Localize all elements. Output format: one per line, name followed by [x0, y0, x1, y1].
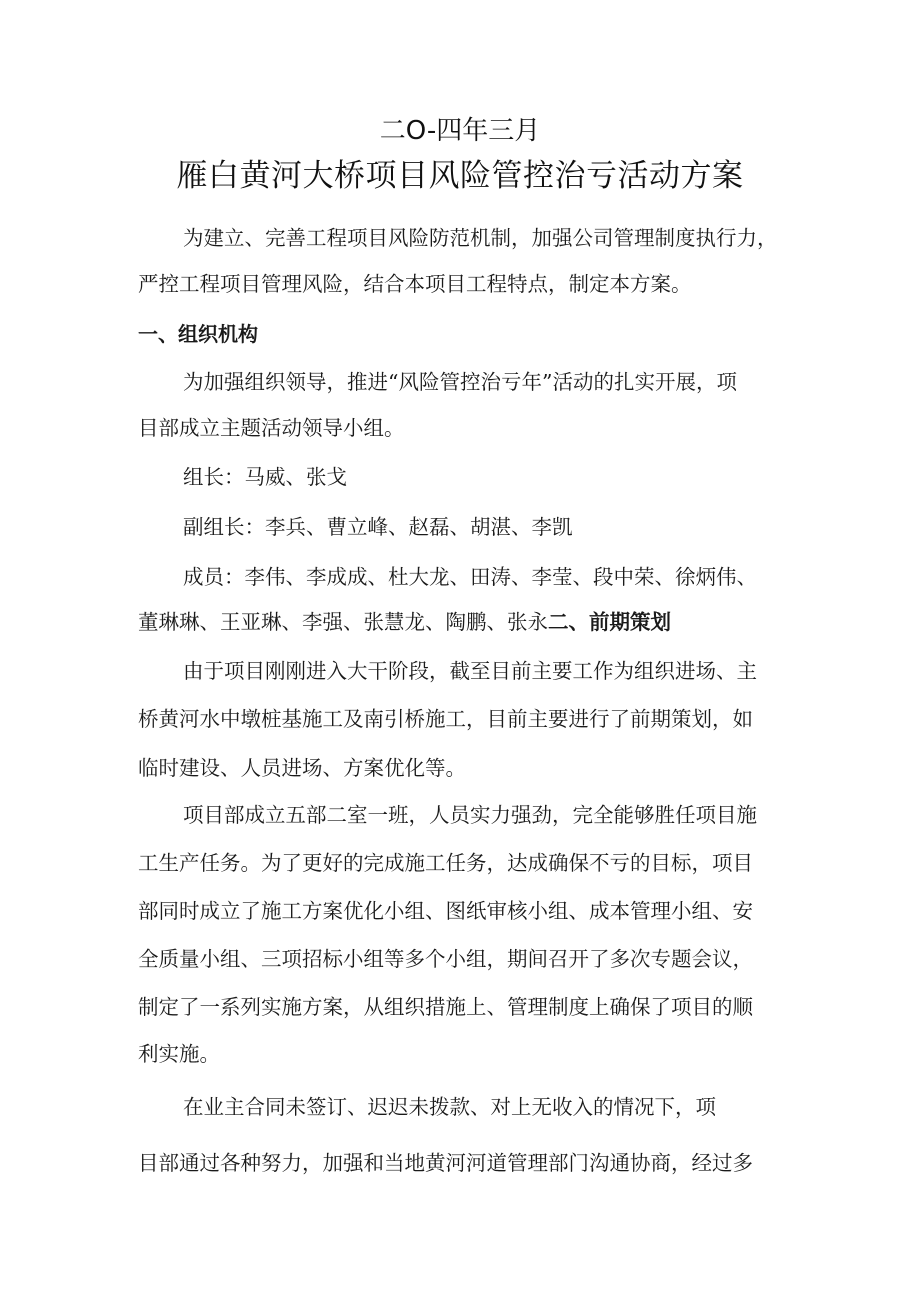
members-line-2: 董琳琳、王亚琳、李强、张慧龙、陶鹏、张永	[138, 610, 548, 634]
members-line-2-with-heading	[138, 607, 671, 637]
document-title: 雁白黄河大桥项目风险管控治亏活动方案	[176, 158, 744, 194]
members-line-1: 成员：李伟、李成成、杜大龙、田涛、李莹、段中荣、徐炳伟、	[183, 565, 757, 589]
document-date: 二O-四年三月	[379, 116, 541, 146]
section-2-para2-line-5: 制定了一系列实施方案，从组织措施上、管理制度上确保了项目的顺	[138, 995, 753, 1019]
section-2-para2-line-3: 部同时成立了施工方案优化小组、图纸审核小组、成本管理小组、安	[138, 899, 753, 923]
section-2-para3-line-1: 在业主合同未签订、迟迟未拨款、对上无收入的情况下，项	[183, 1095, 716, 1119]
section-2-para1-line-3: 临时建设、人员进场、方案优化等。	[138, 756, 466, 780]
section-1-para-line-1: 为加强组织领导，推进“风险管控治亏年”活动的扎实开展，项	[183, 370, 737, 394]
intro-line-2: 严控工程项目管理风险，结合本项目工程特点，制定本方案。	[138, 272, 692, 296]
intro-line-1: 为建立、完善工程项目风险防范机制，加强公司管理制度执行力，	[183, 226, 778, 250]
section-2-para2-line-2: 工生产任务。为了更好的完成施工任务，达成确保不亏的目标，项目	[138, 851, 753, 875]
section-2-para3-line-2: 目部通过各种努力，加强和当地黄河河道管理部门沟通协商，经过多	[138, 1151, 753, 1175]
section-2-heading: 二、前期策划	[548, 610, 671, 634]
section-2-para2-line-1: 项目部成立五部二室一班，人员实力强劲，完全能够胜任项目施	[183, 803, 757, 827]
group-leader-line: 组长：马威、张戈	[183, 465, 347, 489]
section-2-para2-line-4: 全质量小组、三项招标小组等多个小组，期间召开了多次专题会议，	[138, 947, 753, 971]
section-1-para-line-2: 目部成立主题活动领导小组。	[138, 416, 405, 440]
section-1-heading: 一、组织机构	[138, 322, 258, 346]
section-2-para2-line-6: 利实施。	[138, 1042, 220, 1066]
section-2-para1-line-2: 桥黄河水中墩桩基施工及南引桥施工，目前主要进行了前期策划，如	[138, 707, 753, 731]
section-2-para1-line-1: 由于项目刚刚进入大干阶段，截至目前主要工作为组织进场、主	[183, 659, 757, 683]
deputy-leader-line: 副组长：李兵、曹立峰、赵磊、胡湛、李凯	[183, 515, 573, 539]
